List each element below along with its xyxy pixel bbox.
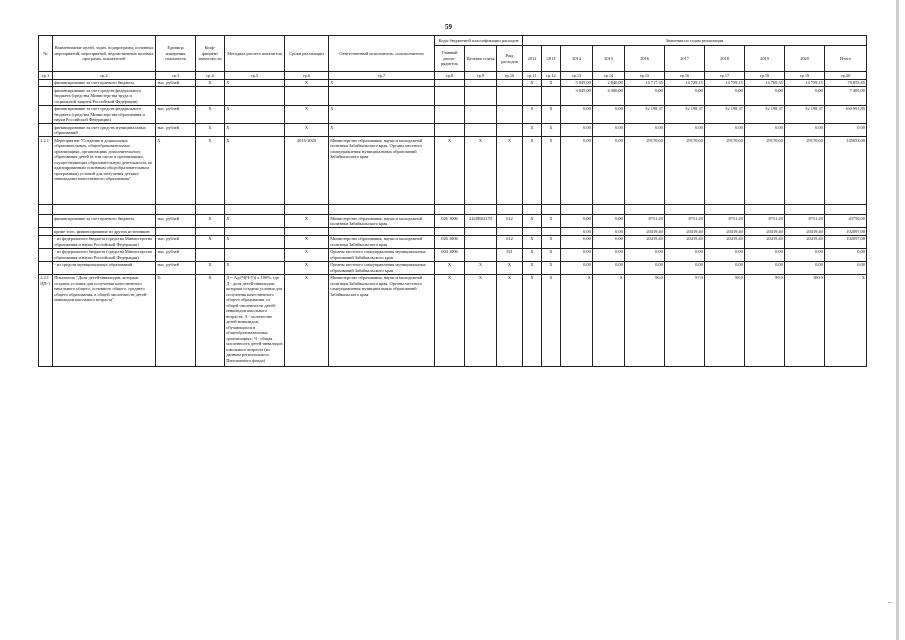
column-number: гр.4 bbox=[196, 72, 225, 80]
row-term: Х bbox=[285, 215, 329, 228]
row-code-csr: 2420R02270 bbox=[465, 215, 497, 228]
row-year-value: 8751,20 bbox=[625, 215, 665, 228]
row-year-value: Х bbox=[542, 248, 561, 261]
row-year-value: Х bbox=[542, 105, 561, 124]
row-number: 2.2.1 ЦП-1 bbox=[39, 274, 53, 366]
row-year-value: Х bbox=[593, 274, 625, 366]
row-year-value: 4 360,00 bbox=[593, 87, 625, 106]
spacer-cell bbox=[523, 205, 542, 215]
row-year-value: Х bbox=[542, 124, 561, 137]
row-year-value: 0,00 bbox=[561, 235, 593, 248]
row-year-value: 0,00 bbox=[593, 235, 625, 248]
row-year-value: 0,00 bbox=[705, 261, 745, 274]
row-year-value: 0,00 bbox=[561, 228, 593, 236]
row-year-value: 20419,40 bbox=[705, 235, 745, 248]
row-number bbox=[39, 248, 53, 261]
table-row bbox=[39, 235, 867, 248]
row-code-grbs: Х bbox=[435, 137, 465, 205]
column-number: гр.17 bbox=[705, 72, 745, 80]
row-year-value: 0,00 bbox=[561, 248, 593, 261]
row-year-value: Х bbox=[542, 235, 561, 248]
column-number: гр.20 bbox=[825, 72, 867, 80]
row-year-value: 0,00 bbox=[561, 124, 593, 137]
row-executor: Органы местного самоуправления муниципальных образований Забайкальского края bbox=[329, 261, 435, 274]
column-number: гр.15 bbox=[625, 72, 665, 80]
table-row bbox=[39, 228, 867, 236]
row-year-value: 5 045,00 bbox=[561, 79, 593, 87]
row-year-value: 0,00 bbox=[561, 215, 593, 228]
row-executor: Министерство образования, науки и молодежной политики Забайкальского края bbox=[329, 215, 435, 228]
row-year-value: Х bbox=[523, 261, 542, 274]
row-unit: Х bbox=[156, 137, 196, 205]
row-number bbox=[39, 124, 53, 137]
row-year-value: 78 855,65 bbox=[825, 79, 867, 87]
row-year-value: 14 769,35 bbox=[745, 79, 785, 87]
column-number: гр.18 bbox=[745, 72, 785, 80]
row-code-vr: 521 bbox=[497, 248, 523, 261]
row-year-value: 20419,40 bbox=[665, 228, 705, 236]
row-executor bbox=[329, 87, 435, 106]
spacer-cell bbox=[465, 205, 497, 215]
table-row bbox=[39, 124, 867, 137]
column-number: гр.2 bbox=[53, 72, 156, 80]
row-code-vr: Х bbox=[497, 261, 523, 274]
row-year-value: 0,00 bbox=[785, 124, 825, 137]
row-year-value: 0,00 bbox=[825, 248, 867, 261]
row-term: Х bbox=[285, 105, 329, 124]
row-code-csr bbox=[465, 124, 497, 137]
row-name: финансирование за счет краевого бюджета bbox=[53, 215, 156, 228]
row-year-value: 0,00 bbox=[705, 87, 745, 106]
row-weight: Х bbox=[196, 105, 225, 124]
spacer-cell bbox=[225, 205, 285, 215]
row-year-value: 0,00 bbox=[561, 261, 593, 274]
row-method bbox=[225, 248, 285, 261]
column-number: гр.13 bbox=[561, 72, 593, 80]
row-unit: тыс. рублей bbox=[156, 124, 196, 137]
row-year-value: 98,0 bbox=[705, 274, 745, 366]
row-year-value: 102097,00 bbox=[825, 228, 867, 236]
column-number: гр.19 bbox=[785, 72, 825, 80]
spacer-cell bbox=[156, 205, 196, 215]
row-year-value: 0,00 bbox=[593, 137, 625, 205]
row-term: Х bbox=[285, 274, 329, 366]
spacer-cell bbox=[745, 205, 785, 215]
row-unit: тыс. рублей bbox=[156, 105, 196, 124]
table-row bbox=[39, 79, 867, 87]
spacer-cell bbox=[497, 205, 523, 215]
spacer-cell bbox=[542, 205, 561, 215]
row-term: Х bbox=[285, 248, 329, 261]
row-year-value: 20419,40 bbox=[745, 228, 785, 236]
row-unit: тыс. рублей bbox=[156, 79, 196, 87]
scan-mark bbox=[888, 602, 892, 603]
row-year-value: 0,00 bbox=[745, 87, 785, 106]
row-weight bbox=[196, 248, 225, 261]
row-executor: Министерство образования, науки и молодежной политики Забайкальского края, Органы местного самоуправления муниципальных образований Забайкальского края bbox=[329, 274, 435, 366]
row-unit: тыс. рублей bbox=[156, 261, 196, 274]
row-weight: Х bbox=[196, 274, 225, 366]
row-number bbox=[39, 79, 53, 87]
table-row bbox=[39, 215, 867, 228]
row-name: кроме того, финансирование из других источников: bbox=[53, 228, 156, 236]
row-year-value: 43756,00 bbox=[825, 215, 867, 228]
row-year-value: 14 717,35 bbox=[625, 79, 665, 87]
spacer-cell bbox=[825, 205, 867, 215]
column-number: гр.10 bbox=[497, 72, 523, 80]
row-code-vr bbox=[497, 124, 523, 137]
row-year-value bbox=[542, 228, 561, 236]
row-year-value: 20419,40 bbox=[625, 235, 665, 248]
column-number: гр.14 bbox=[593, 72, 625, 80]
row-year-value: 0,00 bbox=[745, 261, 785, 274]
row-executor: Министерство образования, науки и молодежной политики Забайкальского края bbox=[329, 235, 435, 248]
row-code-csr bbox=[465, 87, 497, 106]
row-number bbox=[39, 228, 53, 236]
row-year-value: Х bbox=[542, 137, 561, 205]
row-number bbox=[39, 235, 53, 248]
header-method: Методика расчета показателя bbox=[225, 36, 285, 72]
row-executor bbox=[329, 228, 435, 236]
row-year-value: 29170,60 bbox=[665, 137, 705, 205]
row-weight: Х bbox=[196, 79, 225, 87]
row-executor: Х bbox=[329, 124, 435, 137]
column-number: гр.9 bbox=[465, 72, 497, 80]
row-name: Мероприятие "Создание в дошкольных образовательных, общеобразовательных организациях, организациях дополнительного образования детей (в том числе в организациях, осуществляющих образовательную деятельность по адаптированным основным общеобразовательным программам) условий для получения детьми-инвалидами качественного образования" bbox=[53, 137, 156, 205]
row-year-value: 0,00 bbox=[705, 124, 745, 137]
row-unit: тыс. рублей bbox=[156, 235, 196, 248]
header-code-vr: Вид расходов bbox=[497, 46, 523, 72]
row-method: Х bbox=[225, 235, 285, 248]
header-code-csr: Целевая статья bbox=[465, 46, 497, 72]
spacer-cell bbox=[665, 205, 705, 215]
row-year-value: 20419,40 bbox=[705, 228, 745, 236]
row-year-value: Х bbox=[523, 215, 542, 228]
spacer-cell bbox=[705, 205, 745, 215]
row-year-value: 8751,20 bbox=[745, 215, 785, 228]
row-year-value: 20419,40 bbox=[785, 235, 825, 248]
row-year-value: 32 198,37 bbox=[625, 105, 665, 124]
spacer-cell bbox=[625, 205, 665, 215]
row-year-value: Х bbox=[825, 274, 867, 366]
row-code-grbs: 004 1006 bbox=[435, 248, 465, 261]
row-year-value: 0,00 bbox=[665, 124, 705, 137]
row-code-grbs bbox=[435, 105, 465, 124]
row-year-value: Х bbox=[523, 124, 542, 137]
row-year-value: 160 991,85 bbox=[825, 105, 867, 124]
column-number: гр.16 bbox=[665, 72, 705, 80]
row-term: Х bbox=[285, 124, 329, 137]
row-year-value: 0,00 bbox=[825, 261, 867, 274]
row-name: финансирование за счет средств федерального бюджета (средства Министерства труда и социальной защиты Российской Федерации) bbox=[53, 87, 156, 106]
row-year-value: 0,00 bbox=[665, 87, 705, 106]
table-row bbox=[39, 261, 867, 274]
header-values: Значения по годам реализации bbox=[523, 36, 867, 46]
row-name: - из федерального бюджета (средства Министерства образования и науки Российской Федерации) bbox=[53, 248, 156, 261]
row-year-value: 0,00 bbox=[745, 124, 785, 137]
header-code-grbs: Главный распо-рядитель bbox=[435, 46, 465, 72]
row-year-value: 8751,20 bbox=[705, 215, 745, 228]
row-year-value: 29170,60 bbox=[625, 137, 665, 205]
row-method: Х bbox=[225, 124, 285, 137]
row-number bbox=[39, 215, 53, 228]
row-year-value bbox=[523, 87, 542, 106]
row-year-value: 32 198,37 bbox=[705, 105, 745, 124]
row-method bbox=[225, 228, 285, 236]
row-weight bbox=[196, 87, 225, 106]
row-code-csr bbox=[465, 79, 497, 87]
row-unit: тыс. рублей bbox=[156, 215, 196, 228]
header-year: 2016 bbox=[625, 46, 665, 72]
row-year-value: 0,00 bbox=[665, 248, 705, 261]
row-code-grbs bbox=[435, 124, 465, 137]
row-code-csr: Х bbox=[465, 137, 497, 205]
row-year-value: 0,00 bbox=[785, 261, 825, 274]
row-year-value: Х bbox=[523, 79, 542, 87]
column-number: гр.7 bbox=[329, 72, 435, 80]
row-executor: Х bbox=[329, 79, 435, 87]
table-row bbox=[39, 105, 867, 124]
row-year-value: 0,00 bbox=[561, 137, 593, 205]
header-year: 2014 bbox=[561, 46, 593, 72]
row-number: 2.2.1 bbox=[39, 137, 53, 205]
row-number bbox=[39, 105, 53, 124]
row-year-value bbox=[523, 228, 542, 236]
header-unit: Единица измерения показателя bbox=[156, 36, 196, 72]
row-weight: Х bbox=[196, 137, 225, 205]
spacer-row bbox=[39, 205, 867, 215]
row-code-csr bbox=[465, 228, 497, 236]
row-year-value: 97,0 bbox=[665, 274, 705, 366]
row-year-value: 14 729,15 bbox=[665, 79, 705, 87]
table-row bbox=[39, 87, 867, 106]
row-year-value: 0,00 bbox=[593, 248, 625, 261]
row-method: Д = Ад/(Ч(Ч-Т)) х 100%, где Д - доля детей-инвалидов, которым созданы условия для получения качественного общего образования, от общей численности детей-инвалидов школьного возраста; А - количество детей-инвалидов, обучающихся в общеобразовательных организациях; Ч - общая численность детей-инвалидов школьного возраста (по данным регионального Пенсионного фонда) bbox=[225, 274, 285, 366]
row-year-value: 0,00 bbox=[561, 105, 593, 124]
row-year-value: 0,00 bbox=[593, 261, 625, 274]
row-method: Х bbox=[225, 137, 285, 205]
header-year: 2012 bbox=[523, 46, 542, 72]
row-year-value: 32 198,37 bbox=[665, 105, 705, 124]
row-year-value: Х bbox=[542, 215, 561, 228]
row-year-value: Х bbox=[523, 137, 542, 205]
header-no: № bbox=[39, 36, 53, 72]
row-name: - из федерального бюджета (средства Министерства образования и науки Российской Федерации) bbox=[53, 235, 156, 248]
row-method: Х bbox=[225, 261, 285, 274]
page-number: 59 bbox=[445, 23, 452, 31]
row-year-value: 29170,60 bbox=[745, 137, 785, 205]
row-year-value: 20419,40 bbox=[785, 228, 825, 236]
row-name: финансирование за счет средств муниципальных образований bbox=[53, 124, 156, 137]
row-year-value: 20419,40 bbox=[625, 228, 665, 236]
row-year-value: 0,00 bbox=[625, 124, 665, 137]
spacer-cell bbox=[285, 205, 329, 215]
row-year-value: 99,0 bbox=[745, 274, 785, 366]
row-code-grbs bbox=[435, 79, 465, 87]
header-year: 2015 bbox=[593, 46, 625, 72]
row-year-value: 29170,60 bbox=[705, 137, 745, 205]
row-year-value: 0,00 bbox=[825, 124, 867, 137]
row-unit bbox=[156, 87, 196, 106]
row-year-value: 0,00 bbox=[745, 248, 785, 261]
header-name: Наименование целей, задач, подпрограмм, основных мероприятий, мероприятий, ведомственных целевых программ, показателей bbox=[53, 36, 156, 72]
row-code-grbs: 026 1006 bbox=[435, 235, 465, 248]
row-year-value: 8751,20 bbox=[665, 215, 705, 228]
row-code-vr: 612 bbox=[497, 215, 523, 228]
row-year-value: Х bbox=[542, 274, 561, 366]
spacer-cell bbox=[196, 205, 225, 215]
header-year: Итого bbox=[825, 46, 867, 72]
row-year-value: 20419,40 bbox=[665, 235, 705, 248]
row-year-value: 0,00 bbox=[785, 87, 825, 106]
header-year: 2013 bbox=[542, 46, 561, 72]
row-year-value: 0,00 bbox=[665, 261, 705, 274]
row-year-value: 3 045,00 bbox=[561, 87, 593, 106]
header-year: 2017 bbox=[665, 46, 705, 72]
row-year-value: 32 198,37 bbox=[785, 105, 825, 124]
row-weight: Х bbox=[196, 235, 225, 248]
row-term: Х bbox=[285, 261, 329, 274]
row-year-value: Х bbox=[523, 105, 542, 124]
row-method: Х bbox=[225, 79, 285, 87]
spacer-cell bbox=[785, 205, 825, 215]
row-name: Показатель "Доля детей-инвалидов, которым созданы условия для получения качественного начального общего, основного общего, среднего общего образования, в общей численности детей-инвалидов школьного возраста" bbox=[53, 274, 156, 366]
row-year-value: Х bbox=[523, 235, 542, 248]
row-weight: Х bbox=[196, 215, 225, 228]
header-year: 2018 bbox=[705, 46, 745, 72]
column-number: гр.6 bbox=[285, 72, 329, 80]
scan-edge-right bbox=[896, 0, 899, 640]
row-year-value: 29170,60 bbox=[785, 137, 825, 205]
column-number: гр.3 bbox=[156, 72, 196, 80]
row-code-csr: Х bbox=[465, 261, 497, 274]
row-year-value: 32 198,37 bbox=[745, 105, 785, 124]
row-year-value bbox=[542, 87, 561, 106]
row-year-value: 8751,20 bbox=[785, 215, 825, 228]
column-number: гр.5 bbox=[225, 72, 285, 80]
row-number bbox=[39, 87, 53, 106]
row-year-value: 0,00 bbox=[593, 215, 625, 228]
row-unit: тыс. рублей bbox=[156, 248, 196, 261]
row-term: Х bbox=[285, 79, 329, 87]
row-year-value: Х bbox=[561, 274, 593, 366]
spacer-cell bbox=[435, 205, 465, 215]
row-code-vr: 612 bbox=[497, 235, 523, 248]
column-number: гр.12 bbox=[542, 72, 561, 80]
row-method: Х bbox=[225, 215, 285, 228]
row-method: Х bbox=[225, 105, 285, 124]
row-unit: % bbox=[156, 274, 196, 366]
row-method bbox=[225, 87, 285, 106]
row-year-value: 0,00 bbox=[593, 124, 625, 137]
spacer-cell bbox=[39, 205, 53, 215]
row-term bbox=[285, 228, 329, 236]
row-code-grbs bbox=[435, 228, 465, 236]
header-weight: Коэф-фициент значи-мости bbox=[196, 36, 225, 72]
program-table bbox=[38, 35, 867, 367]
header-codes: Коды бюджетной классификации расходов bbox=[435, 36, 523, 46]
column-number: гр.11 bbox=[523, 72, 542, 80]
row-name: финансирование за счет средств федерального бюджета (средства Министерства образования и науки Российской Федерации) bbox=[53, 105, 156, 124]
row-code-vr: Х bbox=[497, 274, 523, 366]
column-number: гр.8 bbox=[435, 72, 465, 80]
row-term: Х bbox=[285, 235, 329, 248]
row-executor: Х bbox=[329, 105, 435, 124]
row-year-value: 0,00 bbox=[593, 105, 625, 124]
row-code-csr: Х bbox=[465, 274, 497, 366]
row-weight: Х bbox=[196, 124, 225, 137]
row-year-value: 100,0 bbox=[785, 274, 825, 366]
row-year-value: Х bbox=[523, 248, 542, 261]
row-year-value: Х bbox=[542, 261, 561, 274]
row-weight: Х bbox=[196, 261, 225, 274]
row-number bbox=[39, 261, 53, 274]
row-name: финансирование за счет краевого бюджета bbox=[53, 79, 156, 87]
spacer-cell bbox=[561, 205, 593, 215]
row-year-value: 0,00 bbox=[625, 261, 665, 274]
header-term: Сроки реализации bbox=[285, 36, 329, 72]
row-executor: Министерство образования, науки и молодежной политики Забайкальского края, Органы местного самоуправления муниципальных образований Забайкальского края bbox=[329, 137, 435, 205]
row-code-vr bbox=[497, 228, 523, 236]
row-year-value: 145853,00 bbox=[825, 137, 867, 205]
spacer-cell bbox=[53, 205, 156, 215]
row-year-value: 0,00 bbox=[785, 248, 825, 261]
row-code-vr bbox=[497, 87, 523, 106]
spacer-cell bbox=[593, 205, 625, 215]
row-code-csr bbox=[465, 235, 497, 248]
row-code-csr bbox=[465, 248, 497, 261]
row-year-value: 2 840,00 bbox=[593, 79, 625, 87]
row-code-vr: Х bbox=[497, 137, 523, 205]
row-code-grbs: Х bbox=[435, 274, 465, 366]
table-row bbox=[39, 274, 867, 366]
row-year-value: 0,00 bbox=[625, 248, 665, 261]
row-year-value: 96,0 bbox=[625, 274, 665, 366]
column-number: гр.1 bbox=[39, 72, 53, 80]
row-term: 2016-2020 bbox=[285, 137, 329, 205]
row-weight bbox=[196, 228, 225, 236]
row-year-value: Х bbox=[523, 274, 542, 366]
row-year-value: Х bbox=[542, 79, 561, 87]
row-code-csr bbox=[465, 105, 497, 124]
row-year-value: 7 405,00 bbox=[825, 87, 867, 106]
row-unit bbox=[156, 228, 196, 236]
row-year-value: 0,00 bbox=[705, 248, 745, 261]
row-executor: Органы местного самоуправления муниципальных образований Забайкальского края bbox=[329, 248, 435, 261]
row-year-value: 0,00 bbox=[625, 87, 665, 106]
row-year-value: 0,00 bbox=[593, 228, 625, 236]
header-year: 2020 bbox=[785, 46, 825, 72]
row-year-value: 20419,40 bbox=[745, 235, 785, 248]
row-year-value: 14 759,15 bbox=[785, 79, 825, 87]
row-code-grbs: 026 1006 bbox=[435, 215, 465, 228]
row-code-grbs bbox=[435, 87, 465, 106]
spacer-cell bbox=[329, 205, 435, 215]
row-code-vr bbox=[497, 105, 523, 124]
row-code-vr bbox=[497, 79, 523, 87]
row-name: - из средств муниципальных образований bbox=[53, 261, 156, 274]
table-row bbox=[39, 248, 867, 261]
row-term bbox=[285, 87, 329, 106]
header-executor: Ответственный исполнитель, соисполнители bbox=[329, 36, 435, 72]
row-code-grbs: Х bbox=[435, 261, 465, 274]
table-row bbox=[39, 137, 867, 205]
row-year-value: 14 759,15 bbox=[705, 79, 745, 87]
header-year: 2019 bbox=[745, 46, 785, 72]
row-year-value: 102097,00 bbox=[825, 235, 867, 248]
